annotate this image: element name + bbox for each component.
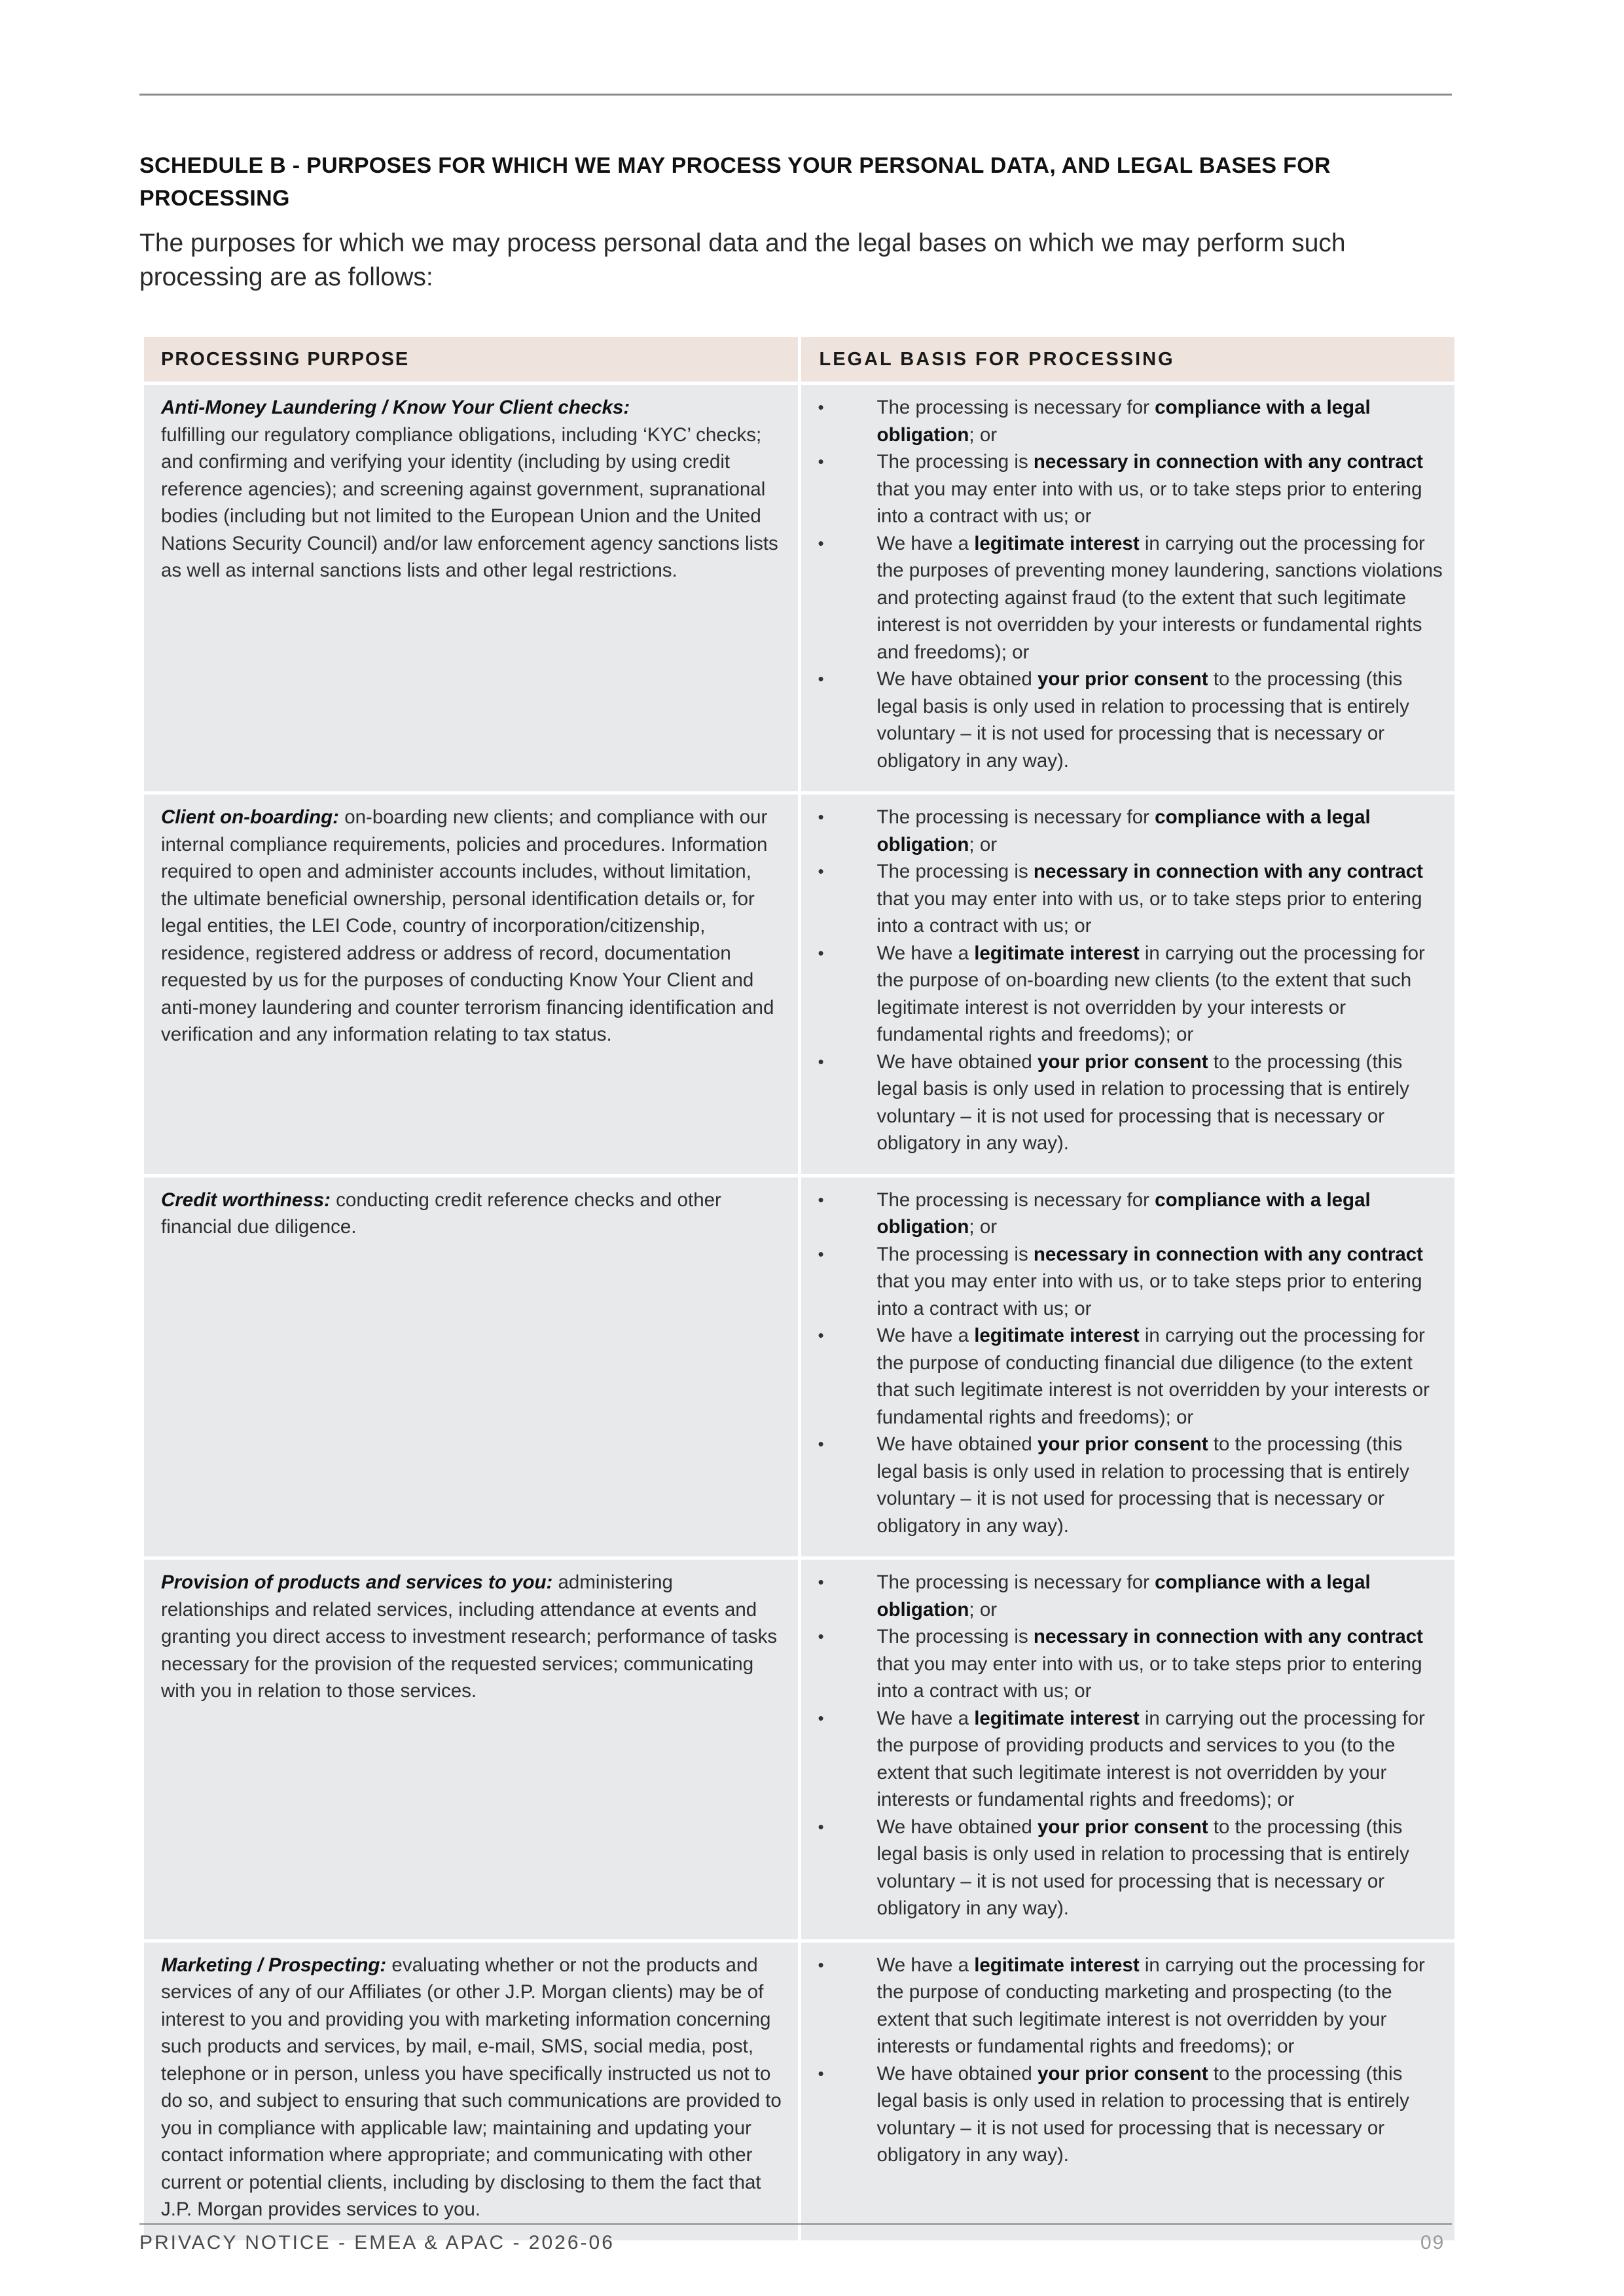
purpose-cell bbox=[144, 382, 798, 791]
text: The processing is bbox=[876, 1243, 1034, 1265]
legal-basis-cell bbox=[801, 791, 1455, 1174]
legal-basis-list bbox=[818, 394, 1443, 774]
text: that you may enter into with us, or to take steps prior to entering into a contract with us; or bbox=[876, 1653, 1422, 1702]
list-item bbox=[818, 1623, 1443, 1705]
emphasis: necessary in connection with any contract bbox=[1033, 861, 1423, 882]
text: The processing is bbox=[876, 861, 1034, 882]
emphasis: your prior consent bbox=[1037, 668, 1208, 690]
emphasis: legitimate interest bbox=[974, 532, 1140, 554]
list-item bbox=[818, 1049, 1443, 1157]
purpose-description: fulfilling our regulatory compliance obligations, including ‘KYC’ checks; and confirming and verifying your identity (including by using credit reference agencies); and screening against government, supranational bodies (including but not limited to the European Union and the United Nations Security Council) and/or law enforcement agency sanctions lists as well as internal sanctions lists and other legal restrictions. bbox=[161, 423, 778, 581]
emphasis: your prior consent bbox=[1037, 1050, 1208, 1073]
text: We have a bbox=[876, 1954, 975, 1976]
text: The processing is bbox=[876, 451, 1034, 473]
intro-paragraph: The purposes for which we may process personal data and the legal bases on which we may perform such processing are as follows: bbox=[139, 229, 1346, 291]
text: The processing is necessary for bbox=[876, 397, 1155, 418]
purpose-title: Credit worthiness: bbox=[161, 1189, 331, 1211]
text: We have obtained bbox=[876, 1050, 1038, 1073]
emphasis: legitimate interest bbox=[974, 942, 1140, 964]
text: We have a bbox=[876, 532, 975, 554]
text: We have obtained bbox=[876, 1433, 1038, 1455]
table-row bbox=[144, 1556, 1454, 1939]
purpose-description: administering relationships and related services, including attendance at events and granting you direct access to investment research; performance of tasks necessary for the provision of the requested services; communicating with you in relation to those services. bbox=[161, 1571, 778, 1702]
list-item bbox=[818, 1705, 1443, 1814]
emphasis: compliance with a legal obligation bbox=[876, 1189, 1371, 1238]
text: We have obtained bbox=[876, 2062, 1038, 2085]
legal-basis-list bbox=[818, 804, 1443, 1157]
text: ; or bbox=[969, 423, 998, 446]
text: We have a bbox=[876, 1707, 975, 1729]
table-row bbox=[144, 382, 1454, 791]
text: in carrying out the processing for the purpose of conducting financial due diligence (to the extent that such legitimate interest is not overridden by your interests or fundamental rights and freedoms); or bbox=[876, 1325, 1430, 1428]
list-item bbox=[818, 394, 1443, 448]
legal-basis-list bbox=[818, 1569, 1443, 1922]
purpose-description: conducting credit reference checks and other financial due diligence. bbox=[161, 1189, 721, 1238]
emphasis: your prior consent bbox=[1037, 1816, 1208, 1838]
purpose-title: Marketing / Prospecting: bbox=[161, 1954, 387, 1976]
purpose-cell bbox=[144, 791, 798, 1174]
text: that you may enter into with us, or to take steps prior to entering into a contract with us; or bbox=[876, 1270, 1422, 1319]
emphasis: legitimate interest bbox=[974, 1954, 1140, 1976]
list-item bbox=[818, 1814, 1443, 1922]
text: The processing is necessary for bbox=[876, 1571, 1155, 1593]
text: to the processing (this legal basis is only used in relation to processing that is entirely voluntary – it is not used for processing that is necessary or obligatory in any way). bbox=[876, 668, 1409, 772]
table-header-row bbox=[144, 337, 1454, 382]
emphasis: necessary in connection with any contract bbox=[1033, 1626, 1423, 1647]
text: We have a bbox=[876, 942, 975, 964]
list-item bbox=[818, 1322, 1443, 1431]
text: that you may enter into with us, or to take steps prior to entering into a contract with us; or bbox=[876, 888, 1422, 937]
list-item bbox=[818, 1569, 1443, 1623]
emphasis: legitimate interest bbox=[974, 1707, 1140, 1729]
list-item bbox=[818, 858, 1443, 940]
text: in carrying out the processing for the purposes of preventing money laundering, sanctions violations and protecting against fraud (to the extent that such legitimate interest is not overridden by your interests or fundamental rights and freedoms); or bbox=[876, 532, 1443, 663]
footer-divider bbox=[139, 2223, 1452, 2225]
text: to the processing (this legal basis is only used in relation to processing that is entirely voluntary – it is not used for processing that is necessary or obligatory in any way). bbox=[876, 1433, 1409, 1537]
purpose-title: Client on-boarding: bbox=[161, 806, 340, 828]
emphasis: compliance with a legal obligation bbox=[876, 1571, 1371, 1621]
emphasis: compliance with a legal obligation bbox=[876, 397, 1371, 446]
text: in carrying out the processing for the purpose of providing products and services to you (to the extent that such legitimate interest is not overridden by your interests or fundamental rights and freedoms); or bbox=[876, 1707, 1425, 1810]
footer-document-title: PRIVACY NOTICE - EMEA & APAC - 2026-06 bbox=[139, 2232, 615, 2253]
legal-basis-list bbox=[818, 1187, 1443, 1540]
list-item bbox=[818, 804, 1443, 858]
emphasis: compliance with a legal obligation bbox=[876, 806, 1371, 855]
page-number: 09 bbox=[1420, 2232, 1445, 2253]
legal-basis-cell bbox=[801, 1174, 1455, 1557]
legal-basis-cell bbox=[801, 382, 1455, 791]
text: in carrying out the processing for the purpose of on-boarding new clients (to the extent that such legitimate interest is not overridden by your interests or fundamental rights and freedoms); or bbox=[876, 942, 1425, 1045]
purpose-cell bbox=[144, 1556, 798, 1939]
text: ; or bbox=[969, 833, 998, 855]
list-item bbox=[818, 1187, 1443, 1241]
list-item bbox=[818, 2060, 1443, 2169]
text: to the processing (this legal basis is only used in relation to processing that is entirely voluntary – it is not used for processing that is necessary or obligatory in any way). bbox=[876, 1816, 1409, 1919]
text: ; or bbox=[969, 1598, 998, 1621]
purpose-description: on-boarding new clients; and compliance with our internal compliance requirements, policies and procedures. Information required to open and administer accounts includes, without limitation, the ultimate beneficial ownership, personal identification details or, for legal entities, the LEI Code, country of incorporation/citizenship, residence, registered address or address of record, documentation requested by us for the purposes of conducting Know Your Client and anti-money laundering and counter terrorism financing identification and verification and any information relating to tax status. bbox=[161, 806, 774, 1045]
emphasis: your prior consent bbox=[1037, 1433, 1208, 1455]
emphasis: legitimate interest bbox=[974, 1325, 1140, 1346]
table-row bbox=[144, 791, 1454, 1174]
text: The processing is necessary for bbox=[876, 1189, 1155, 1211]
text: We have obtained bbox=[876, 668, 1038, 690]
text: to the processing (this legal basis is only used in relation to processing that is entirely voluntary – it is not used for processing that is necessary or obligatory in any way). bbox=[876, 1050, 1409, 1154]
header-processing-purpose: PROCESSING PURPOSE bbox=[144, 337, 798, 382]
purpose-description: evaluating whether or not the products and services of any of our Affiliates (or other J.P. Morgan clients) may be of interest to you and providing you with marketing information concerning such products and services, by mail, e-mail, SMS, social media, post, telephone or in person, unless you have specifically instructed us not to do so, and subject to ensuring that such communications are provided to you in compliance with applicable law; maintaining and updating your contact information where appropriate; and communicating with other current or potential clients, including by disclosing to them the fact that J.P. Morgan provides services to you. bbox=[161, 1954, 782, 2220]
text: that you may enter into with us, or to take steps prior to entering into a contract with us; or bbox=[876, 478, 1422, 527]
section-heading: SCHEDULE B - PURPOSES FOR WHICH WE MAY PROCESS YOUR PERSONAL DATA, AND LEGAL BASES FOR PROCESSING bbox=[139, 153, 1331, 211]
list-item bbox=[818, 940, 1443, 1049]
text: in carrying out the processing for the purpose of conducting marketing and prospecting (to the extent that such legitimate interest is not overridden by your interests or fundamental rights and freedoms); or bbox=[876, 1954, 1425, 2057]
list-item bbox=[818, 530, 1443, 666]
legal-basis-cell bbox=[801, 1556, 1455, 1939]
table-row bbox=[144, 1174, 1454, 1557]
text: ; or bbox=[969, 1216, 998, 1238]
legal-basis-list bbox=[818, 1952, 1443, 2169]
table-row bbox=[144, 1939, 1454, 2240]
purpose-title: Provision of products and services to you: bbox=[161, 1571, 553, 1593]
header-legal-basis: LEGAL BASIS FOR PROCESSING bbox=[801, 337, 1455, 382]
list-item bbox=[818, 666, 1443, 774]
text: We have a bbox=[876, 1325, 975, 1346]
purpose-cell bbox=[144, 1174, 798, 1557]
list-item bbox=[818, 1241, 1443, 1323]
emphasis: necessary in connection with any contract bbox=[1033, 451, 1423, 473]
text: The processing is bbox=[876, 1626, 1034, 1647]
purpose-cell bbox=[144, 1939, 798, 2240]
text: to the processing (this legal basis is only used in relation to processing that is entirely voluntary – it is not used for processing that is necessary or obligatory in any way). bbox=[876, 2062, 1409, 2166]
emphasis: necessary in connection with any contract bbox=[1033, 1243, 1423, 1265]
legal-basis-cell bbox=[801, 1939, 1455, 2240]
emphasis: your prior consent bbox=[1037, 2062, 1208, 2085]
text: We have obtained bbox=[876, 1816, 1038, 1838]
list-item bbox=[818, 448, 1443, 530]
purposes-table bbox=[141, 337, 1458, 2240]
list-item bbox=[818, 1952, 1443, 2060]
text: The processing is necessary for bbox=[876, 806, 1155, 828]
list-item bbox=[818, 1431, 1443, 1539]
purpose-title: Anti-Money Laundering / Know Your Client checks: bbox=[161, 397, 630, 418]
top-divider bbox=[139, 94, 1452, 96]
